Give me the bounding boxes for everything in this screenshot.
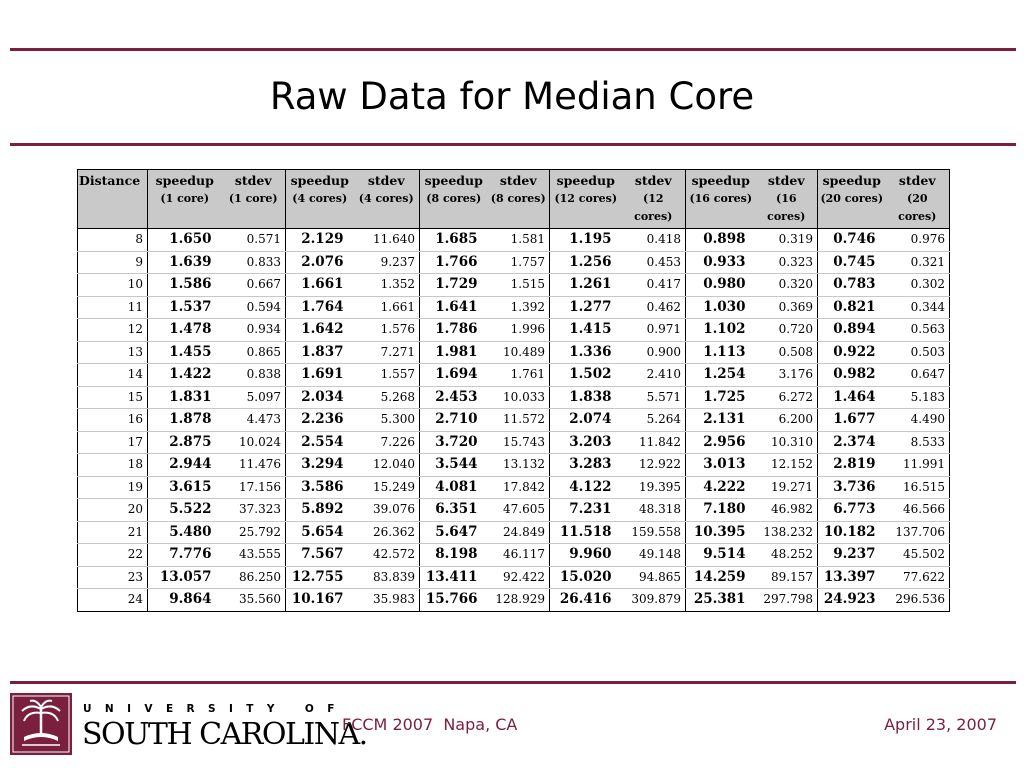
stdev-cell: 17.842 <box>488 476 550 499</box>
header-label: stdev <box>898 173 936 188</box>
stdev-cell: 0.302 <box>886 274 950 297</box>
table-row <box>78 454 950 477</box>
speedup-cell: 0.982 <box>818 364 886 387</box>
speedup-cell: 5.480 <box>148 521 222 544</box>
speedup-cell: 1.685 <box>420 229 488 252</box>
stdev-cell: 11.991 <box>886 454 950 477</box>
stdev-cell: 0.453 <box>622 251 686 274</box>
stdev-cell: 5.183 <box>886 386 950 409</box>
table-row <box>78 386 950 409</box>
stdev-cell: 0.838 <box>222 364 286 387</box>
stdev-cell: 3.176 <box>756 364 818 387</box>
header-stdev <box>886 170 950 229</box>
stdev-cell: 47.605 <box>488 499 550 522</box>
slide-title: Raw Data for Median Core <box>269 75 755 118</box>
stdev-cell: 9.237 <box>354 251 420 274</box>
speedup-cell: 7.231 <box>550 499 622 522</box>
stdev-cell: 0.320 <box>756 274 818 297</box>
speedup-cell: 1.786 <box>420 319 488 342</box>
distance-cell: 12 <box>78 319 148 342</box>
speedup-cell: 10.395 <box>686 521 756 544</box>
stdev-cell: 7.226 <box>354 431 420 454</box>
header-label: speedup <box>424 173 483 188</box>
speedup-cell: 3.203 <box>550 431 622 454</box>
speedup-cell: 1.261 <box>550 274 622 297</box>
speedup-cell: 2.236 <box>286 409 354 432</box>
stdev-cell: 43.555 <box>222 544 286 567</box>
stdev-cell: 46.566 <box>886 499 950 522</box>
speedup-cell: 1.537 <box>148 296 222 319</box>
table-row <box>78 544 950 567</box>
header-label: stdev <box>499 173 537 188</box>
distance-cell: 17 <box>78 431 148 454</box>
conference-label: FCCM 2007 Napa, CA <box>342 715 518 734</box>
stdev-cell: 1.557 <box>354 364 420 387</box>
stdev-cell: 13.132 <box>488 454 550 477</box>
stdev-cell: 35.983 <box>354 589 420 612</box>
header-speedup <box>420 170 488 229</box>
speedup-cell: 1.113 <box>686 341 756 364</box>
stdev-cell: 1.392 <box>488 296 550 319</box>
stdev-cell: 1.761 <box>488 364 550 387</box>
table-row <box>78 589 950 612</box>
stdev-cell: 0.344 <box>886 296 950 319</box>
table-header <box>78 170 950 229</box>
stdev-cell: 15.249 <box>354 476 420 499</box>
stdev-cell: 83.839 <box>354 566 420 589</box>
speedup-cell: 1.981 <box>420 341 488 364</box>
speedup-cell: 1.694 <box>420 364 488 387</box>
speedup-cell: 9.514 <box>686 544 756 567</box>
stdev-cell: 0.833 <box>222 251 286 274</box>
speedup-cell: 0.745 <box>818 251 886 274</box>
header-label: stdev <box>234 173 272 188</box>
stdev-cell: 0.321 <box>886 251 950 274</box>
stdev-cell: 5.264 <box>622 409 686 432</box>
stdev-cell: 10.033 <box>488 386 550 409</box>
distance-cell: 20 <box>78 499 148 522</box>
stdev-cell: 49.148 <box>622 544 686 567</box>
speedup-cell: 9.960 <box>550 544 622 567</box>
stdev-cell: 0.865 <box>222 341 286 364</box>
stdev-cell: 11.842 <box>622 431 686 454</box>
speedup-cell: 3.283 <box>550 454 622 477</box>
speedup-cell: 7.776 <box>148 544 222 567</box>
data-table <box>77 169 950 612</box>
speedup-cell: 4.081 <box>420 476 488 499</box>
stdev-cell: 159.558 <box>622 521 686 544</box>
header-cores: (8 cores) <box>490 192 546 205</box>
table-row <box>78 521 950 544</box>
distance-cell: 13 <box>78 341 148 364</box>
speedup-cell: 12.755 <box>286 566 354 589</box>
header-cores: (1 core) <box>160 192 210 205</box>
header-speedup <box>686 170 756 229</box>
speedup-cell: 3.615 <box>148 476 222 499</box>
speedup-cell: 1.277 <box>550 296 622 319</box>
stdev-cell: 11.640 <box>354 229 420 252</box>
speedup-cell: 1.478 <box>148 319 222 342</box>
stdev-cell: 5.571 <box>622 386 686 409</box>
speedup-cell: 2.129 <box>286 229 354 252</box>
speedup-cell: 2.875 <box>148 431 222 454</box>
speedup-cell: 13.057 <box>148 566 222 589</box>
stdev-cell: 16.515 <box>886 476 950 499</box>
stdev-cell: 8.533 <box>886 431 950 454</box>
distance-cell: 9 <box>78 251 148 274</box>
speedup-cell: 1.837 <box>286 341 354 364</box>
speedup-cell: 0.821 <box>818 296 886 319</box>
distance-cell: 21 <box>78 521 148 544</box>
stdev-cell: 0.508 <box>756 341 818 364</box>
header-cores: (12 cores) <box>634 192 673 223</box>
speedup-cell: 1.586 <box>148 274 222 297</box>
stdev-cell: 1.581 <box>488 229 550 252</box>
distance-cell: 14 <box>78 364 148 387</box>
stdev-cell: 19.271 <box>756 476 818 499</box>
speedup-cell: 1.677 <box>818 409 886 432</box>
speedup-cell: 5.522 <box>148 499 222 522</box>
header-label: stdev <box>767 173 805 188</box>
stdev-cell: 297.798 <box>756 589 818 612</box>
stdev-cell: 5.097 <box>222 386 286 409</box>
stdev-cell: 5.300 <box>354 409 420 432</box>
header-speedup <box>148 170 222 229</box>
speedup-cell: 0.922 <box>818 341 886 364</box>
speedup-cell: 2.034 <box>286 386 354 409</box>
speedup-cell: 2.819 <box>818 454 886 477</box>
table-row <box>78 499 950 522</box>
stdev-cell: 0.720 <box>756 319 818 342</box>
table-row <box>78 341 950 364</box>
table-row <box>78 229 950 252</box>
stdev-cell: 10.024 <box>222 431 286 454</box>
stdev-cell: 0.563 <box>886 319 950 342</box>
distance-cell: 24 <box>78 589 148 612</box>
stdev-cell: 26.362 <box>354 521 420 544</box>
stdev-cell: 0.571 <box>222 229 286 252</box>
stdev-cell: 11.572 <box>488 409 550 432</box>
stdev-cell: 138.232 <box>756 521 818 544</box>
speedup-cell: 1.256 <box>550 251 622 274</box>
speedup-cell: 5.647 <box>420 521 488 544</box>
header-cores: (1 core) <box>228 192 278 205</box>
stdev-cell: 10.310 <box>756 431 818 454</box>
table-row <box>78 319 950 342</box>
palmetto-logo-icon <box>10 693 72 755</box>
stdev-cell: 137.706 <box>886 521 950 544</box>
header-stdev <box>756 170 818 229</box>
speedup-cell: 0.746 <box>818 229 886 252</box>
speedup-cell: 1.725 <box>686 386 756 409</box>
stdev-cell: 45.502 <box>886 544 950 567</box>
speedup-cell: 4.122 <box>550 476 622 499</box>
stdev-cell: 5.268 <box>354 386 420 409</box>
speedup-cell: 1.030 <box>686 296 756 319</box>
speedup-cell: 1.254 <box>686 364 756 387</box>
header-label: speedup <box>556 173 615 188</box>
stdev-cell: 0.971 <box>622 319 686 342</box>
stdev-cell: 92.422 <box>488 566 550 589</box>
stdev-cell: 86.250 <box>222 566 286 589</box>
header-cores: (20 cores) <box>820 192 884 205</box>
stdev-cell: 94.865 <box>622 566 686 589</box>
speedup-cell: 1.838 <box>550 386 622 409</box>
stdev-cell: 128.929 <box>488 589 550 612</box>
speedup-cell: 3.544 <box>420 454 488 477</box>
speedup-cell: 2.554 <box>286 431 354 454</box>
header-cores: (8 cores) <box>426 192 482 205</box>
stdev-cell: 296.536 <box>886 589 950 612</box>
stdev-cell: 1.996 <box>488 319 550 342</box>
top-rule <box>10 48 1016 51</box>
header-stdev <box>622 170 686 229</box>
speedup-cell: 2.956 <box>686 431 756 454</box>
university-wordmark-bottom: SOUTH CAROLINA. <box>82 717 367 752</box>
stdev-cell: 48.252 <box>756 544 818 567</box>
speedup-cell: 5.892 <box>286 499 354 522</box>
speedup-cell: 6.351 <box>420 499 488 522</box>
stdev-cell: 19.395 <box>622 476 686 499</box>
speedup-cell: 3.013 <box>686 454 756 477</box>
table-row <box>78 251 950 274</box>
header-distance: Distance <box>78 170 148 229</box>
header-stdev <box>354 170 420 229</box>
table-body <box>78 229 950 612</box>
stdev-cell: 0.667 <box>222 274 286 297</box>
speedup-cell: 25.381 <box>686 589 756 612</box>
speedup-cell: 13.397 <box>818 566 886 589</box>
speedup-cell: 1.464 <box>818 386 886 409</box>
speedup-cell: 15.766 <box>420 589 488 612</box>
table-row <box>78 566 950 589</box>
stdev-cell: 0.417 <box>622 274 686 297</box>
header-cores: (16 cores) <box>689 192 753 205</box>
stdev-cell: 77.622 <box>886 566 950 589</box>
speedup-cell: 1.766 <box>420 251 488 274</box>
speedup-cell: 2.710 <box>420 409 488 432</box>
stdev-cell: 11.476 <box>222 454 286 477</box>
distance-cell: 8 <box>78 229 148 252</box>
speedup-cell: 2.374 <box>818 431 886 454</box>
stdev-cell: 6.200 <box>756 409 818 432</box>
speedup-cell: 2.074 <box>550 409 622 432</box>
speedup-cell: 2.944 <box>148 454 222 477</box>
stdev-cell: 12.040 <box>354 454 420 477</box>
stdev-cell: 89.157 <box>756 566 818 589</box>
distance-cell: 19 <box>78 476 148 499</box>
stdev-cell: 4.490 <box>886 409 950 432</box>
speedup-cell: 1.878 <box>148 409 222 432</box>
stdev-cell: 1.757 <box>488 251 550 274</box>
speedup-cell: 1.691 <box>286 364 354 387</box>
stdev-cell: 1.661 <box>354 296 420 319</box>
stdev-cell: 4.473 <box>222 409 286 432</box>
stdev-cell: 7.271 <box>354 341 420 364</box>
stdev-cell: 15.743 <box>488 431 550 454</box>
header-stdev <box>488 170 550 229</box>
table-row <box>78 274 950 297</box>
stdev-cell: 25.792 <box>222 521 286 544</box>
speedup-cell: 9.237 <box>818 544 886 567</box>
stdev-cell: 1.515 <box>488 274 550 297</box>
speedup-cell: 1.195 <box>550 229 622 252</box>
stdev-cell: 0.594 <box>222 296 286 319</box>
university-wordmark-top: UNIVERSITY OF <box>83 703 348 715</box>
speedup-cell: 0.783 <box>818 274 886 297</box>
header-speedup <box>286 170 354 229</box>
header-cores: (12 cores) <box>554 192 618 205</box>
stdev-cell: 35.560 <box>222 589 286 612</box>
header-label: speedup <box>155 173 214 188</box>
stdev-cell: 0.503 <box>886 341 950 364</box>
speedup-cell: 1.422 <box>148 364 222 387</box>
speedup-cell: 1.831 <box>148 386 222 409</box>
stdev-cell: 12.922 <box>622 454 686 477</box>
header-cores: (20 cores) <box>898 192 937 223</box>
stdev-cell: 1.576 <box>354 319 420 342</box>
header-cores: (16 cores) <box>767 192 806 223</box>
speedup-cell: 24.923 <box>818 589 886 612</box>
stdev-cell: 0.900 <box>622 341 686 364</box>
speedup-cell: 10.182 <box>818 521 886 544</box>
speedup-cell: 1.102 <box>686 319 756 342</box>
speedup-cell: 5.654 <box>286 521 354 544</box>
speedup-cell: 3.736 <box>818 476 886 499</box>
table-row <box>78 431 950 454</box>
distance-cell: 18 <box>78 454 148 477</box>
distance-cell: 15 <box>78 386 148 409</box>
speedup-cell: 3.294 <box>286 454 354 477</box>
header-label: stdev <box>634 173 672 188</box>
title-rule <box>10 143 1016 146</box>
distance-cell: 11 <box>78 296 148 319</box>
stdev-cell: 2.410 <box>622 364 686 387</box>
speedup-cell: 0.894 <box>818 319 886 342</box>
distance-cell: 22 <box>78 544 148 567</box>
stdev-cell: 39.076 <box>354 499 420 522</box>
speedup-cell: 7.180 <box>686 499 756 522</box>
speedup-cell: 13.411 <box>420 566 488 589</box>
stdev-cell: 42.572 <box>354 544 420 567</box>
stdev-cell: 10.489 <box>488 341 550 364</box>
stdev-cell: 0.418 <box>622 229 686 252</box>
stdev-cell: 0.462 <box>622 296 686 319</box>
speedup-cell: 1.661 <box>286 274 354 297</box>
speedup-cell: 10.167 <box>286 589 354 612</box>
distance-cell: 16 <box>78 409 148 432</box>
speedup-cell: 14.259 <box>686 566 756 589</box>
speedup-cell: 9.864 <box>148 589 222 612</box>
speedup-cell: 1.455 <box>148 341 222 364</box>
speedup-cell: 1.729 <box>420 274 488 297</box>
speedup-cell: 4.222 <box>686 476 756 499</box>
speedup-cell: 1.639 <box>148 251 222 274</box>
stdev-cell: 0.369 <box>756 296 818 319</box>
speedup-cell: 15.020 <box>550 566 622 589</box>
stdev-cell: 17.156 <box>222 476 286 499</box>
stdev-cell: 0.976 <box>886 229 950 252</box>
speedup-cell: 26.416 <box>550 589 622 612</box>
presentation-date: April 23, 2007 <box>884 715 997 734</box>
speedup-cell: 1.415 <box>550 319 622 342</box>
speedup-cell: 6.773 <box>818 499 886 522</box>
stdev-cell: 0.323 <box>756 251 818 274</box>
header-speedup <box>818 170 886 229</box>
speedup-cell: 0.980 <box>686 274 756 297</box>
speedup-cell: 3.720 <box>420 431 488 454</box>
speedup-cell: 2.076 <box>286 251 354 274</box>
header-label: speedup <box>290 173 349 188</box>
speedup-cell: 7.567 <box>286 544 354 567</box>
table-row <box>78 364 950 387</box>
stdev-cell: 0.934 <box>222 319 286 342</box>
header-label: stdev <box>367 173 405 188</box>
stdev-cell: 37.323 <box>222 499 286 522</box>
speedup-cell: 1.764 <box>286 296 354 319</box>
table-row <box>78 296 950 319</box>
speedup-cell: 1.641 <box>420 296 488 319</box>
stdev-cell: 12.152 <box>756 454 818 477</box>
speedup-cell: 1.650 <box>148 229 222 252</box>
stdev-cell: 24.849 <box>488 521 550 544</box>
speedup-cell: 2.453 <box>420 386 488 409</box>
distance-cell: 23 <box>78 566 148 589</box>
header-label: speedup <box>822 173 881 188</box>
speedup-cell: 8.198 <box>420 544 488 567</box>
table-row <box>78 409 950 432</box>
stdev-cell: 48.318 <box>622 499 686 522</box>
stdev-cell: 1.352 <box>354 274 420 297</box>
header-stdev <box>222 170 286 229</box>
stdev-cell: 46.982 <box>756 499 818 522</box>
speedup-cell: 0.898 <box>686 229 756 252</box>
speedup-cell: 1.642 <box>286 319 354 342</box>
stdev-cell: 46.117 <box>488 544 550 567</box>
stdev-cell: 309.879 <box>622 589 686 612</box>
speedup-cell: 1.502 <box>550 364 622 387</box>
stdev-cell: 0.647 <box>886 364 950 387</box>
header-label: speedup <box>691 173 750 188</box>
speedup-cell: 2.131 <box>686 409 756 432</box>
speedup-cell: 0.933 <box>686 251 756 274</box>
speedup-cell: 11.518 <box>550 521 622 544</box>
header-speedup <box>550 170 622 229</box>
header-cores: (4 cores) <box>358 192 414 205</box>
stdev-cell: 6.272 <box>756 386 818 409</box>
speedup-cell: 3.586 <box>286 476 354 499</box>
table-row <box>78 476 950 499</box>
distance-cell: 10 <box>78 274 148 297</box>
speedup-cell: 1.336 <box>550 341 622 364</box>
footer-rule <box>10 681 1016 684</box>
stdev-cell: 0.319 <box>756 229 818 252</box>
header-cores: (4 cores) <box>292 192 348 205</box>
